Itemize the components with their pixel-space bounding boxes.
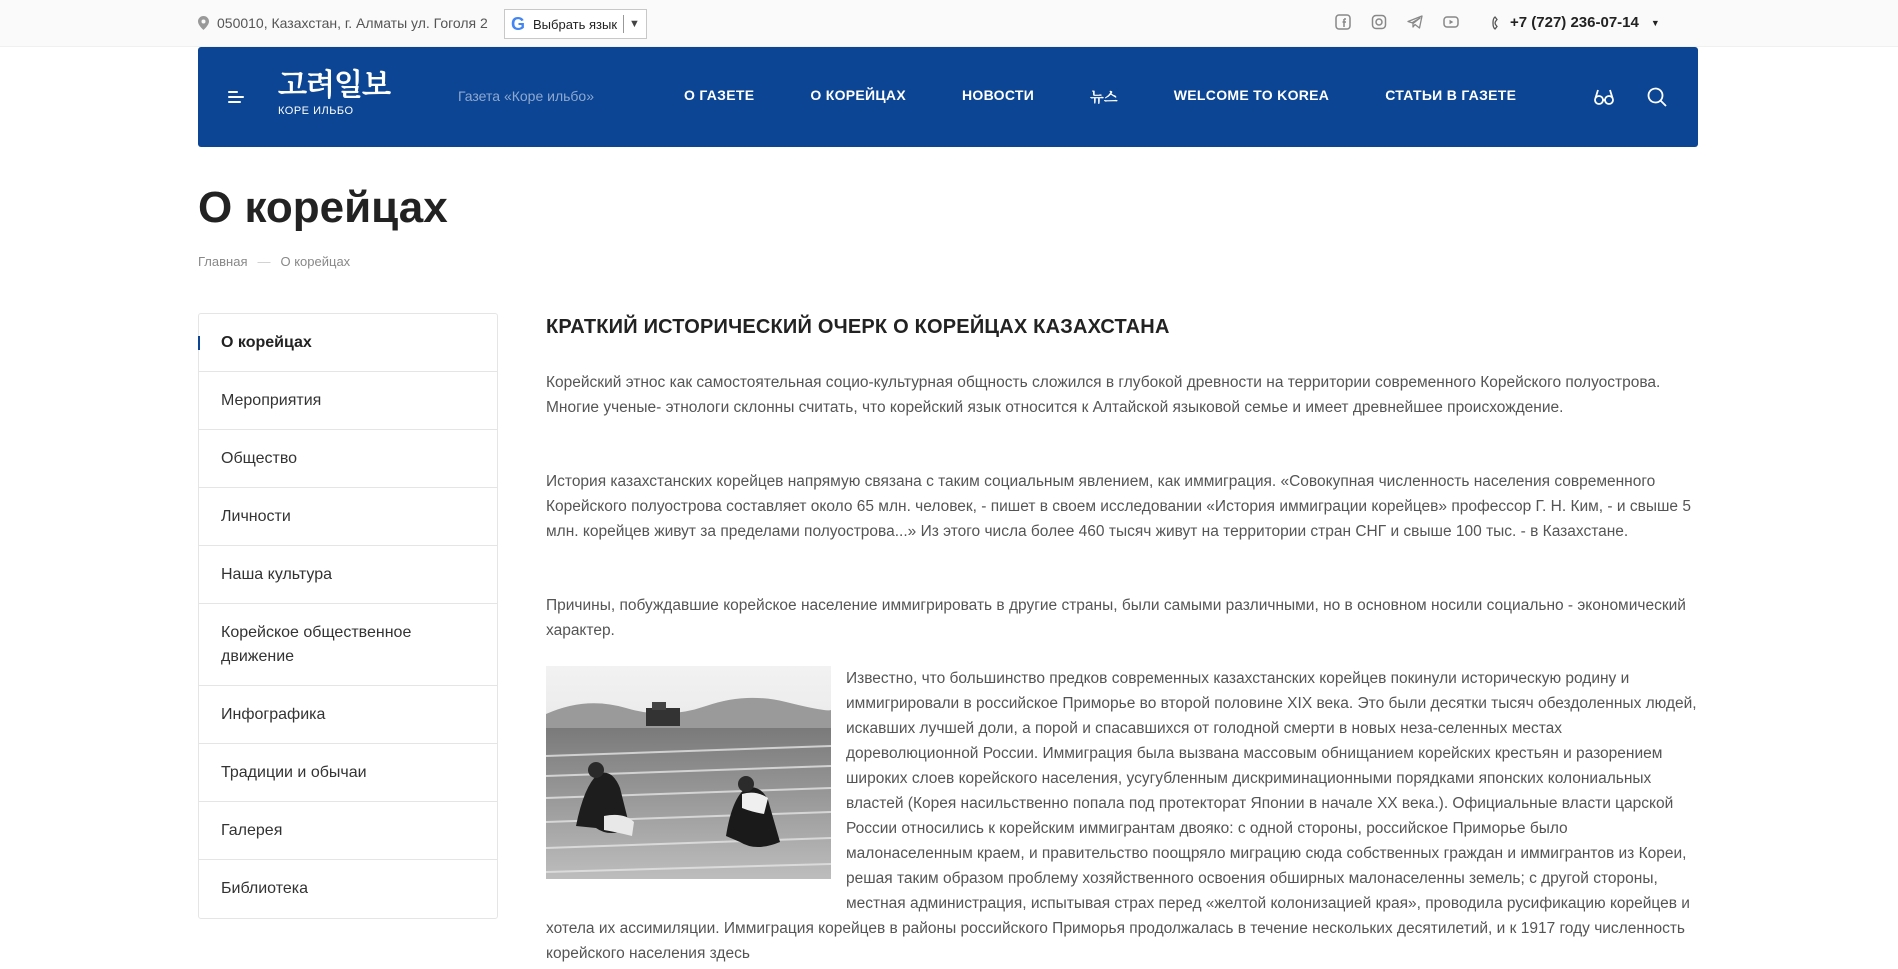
site-logo[interactable] — [278, 69, 418, 125]
article-photo — [546, 666, 831, 879]
address-text: 050010, Казахстан, г. Алматы ул. Гоголя 2 — [217, 15, 488, 31]
article-paragraph: История казахстанских корейцев напрямую связана с таким социальным явлением, как иммиграция. «Совокупная численность населения современного Корейского полуострова составляет около 65 млн. человек, - пишет в своем исследовании «История иммиграции корейцев» профессор Г. Н. Ким, - и свыше 5 млн. корейцев живут за пределами полуострова...» Из этого числа более 460 тысяч живут на территории стран СНГ и свыше 100 тыс. - в Казахстане. — [546, 473, 1691, 540]
google-icon: G — [510, 13, 525, 34]
location-pin-icon — [198, 16, 209, 30]
phone-dropdown[interactable] — [1492, 14, 1660, 31]
sidebar-item-korean-movement[interactable]: Корейское общественное движение — [199, 604, 497, 686]
chevron-down-icon: ▼ — [1650, 17, 1660, 28]
nav-item-about-koreans[interactable]: О КОРЕЙЦАХ — [810, 87, 906, 103]
sidebar-item-our-culture[interactable]: Наша культура — [199, 546, 497, 604]
sidebar-item-traditions[interactable]: Традиции и обычаи — [199, 744, 497, 802]
phone-number: +7 (727) 236-07-14 — [1510, 14, 1639, 31]
sidebar-item-gallery[interactable]: Галерея — [199, 802, 497, 860]
breadcrumb-current: О корейцах — [280, 254, 351, 269]
sidebar-item-events[interactable]: Мероприятия — [199, 372, 497, 430]
article-paragraph: Корейский этнос как самостоятельная социо-культурная общность сложился в глубокой древности на территории современного Корейского полуострова. Многие ученые- этнологи склонны считать, что корейский язык относится к Алтайской языковой семье и имеет древнейшее происхождение. — [546, 374, 1661, 416]
phone-icon — [1492, 16, 1502, 30]
main-header — [198, 47, 1698, 147]
top-bar — [0, 0, 1898, 47]
sidebar-item-library[interactable]: Библиотека — [221, 880, 308, 897]
article-paragraph: Известно, что большинство предков современных казахстанских корейцев покинули историческую родину и иммигрировали в российское Приморье во второй половине XIX века. Это были десятки тысяч обездоленных людей, искавших лучшей доли, а порой и спасавшихся от голодной смерти в новых неза-селенных местах дореволюционной России. Иммиграция была вызвана массовым обнищанием корейских крестьян и разорением широких слоев корейского населения, усугубленным дискриминационными порядками японских колониальных властей (Корея насильственно попала под протекторат Японии в начале XX века.). Официальные власти царской России относились к корейским иммигрантам двояко: с одной стороны, российское Приморье было малонаселенным краем, и правительство поощряло миграцию сюда собственных граждан и иммигрантов из Кореи, решая таким образом проблему хозяйственного освоения обширных малонаселенны земель; с другой стороны, местная администрация, испытывая страх перед «желтой колонизацией края», проводила русификацию корейцев и хотела их ассимиляции. Иммиграция корейцев в районы российского Приморья продолжалась в течение нескольких десятилетий, и к 1917 году численность корейского населения здесь — [546, 670, 1697, 962]
main-nav — [684, 87, 1516, 107]
breadcrumb — [198, 254, 350, 269]
search-icon[interactable] — [1646, 86, 1668, 108]
facebook-icon[interactable] — [1335, 14, 1351, 30]
address — [198, 15, 488, 31]
nav-item-news-korean[interactable]: 뉴스 — [1090, 89, 1118, 105]
breadcrumb-separator: — — [257, 254, 271, 269]
nav-item-about-newspaper[interactable]: О ГАЗЕТЕ — [684, 87, 755, 103]
nav-item-news[interactable]: НОВОСТИ — [961, 87, 1035, 103]
translate-label: Выбрать язык — [533, 16, 618, 32]
nav-item-welcome-to-korea[interactable]: WELCOME TO KOREA — [1173, 87, 1330, 103]
divider — [623, 15, 624, 33]
telegram-icon[interactable] — [1407, 14, 1423, 30]
sidebar-menu — [198, 313, 498, 919]
logo-russian: КОРЕ ИЛЬБО — [278, 105, 354, 117]
sidebar-item-about-koreans[interactable]: О корейцах — [199, 314, 497, 372]
site-tagline: Газета «Коре ильбо» — [458, 88, 595, 104]
google-translate-select[interactable] — [504, 9, 647, 39]
instagram-icon[interactable] — [1371, 14, 1387, 30]
breadcrumb-home[interactable]: Главная — [198, 254, 248, 269]
youtube-icon[interactable] — [1443, 14, 1459, 30]
sidebar-item-personalities[interactable]: Личности — [199, 488, 497, 546]
nav-item-newspaper-articles[interactable]: СТАТЬИ В ГАЗЕТЕ — [1385, 87, 1517, 103]
sidebar-item-society[interactable]: Общество — [199, 430, 497, 488]
accessibility-glasses-icon[interactable] — [1593, 86, 1615, 108]
menu-icon[interactable] — [228, 91, 246, 105]
sidebar-item-infographics[interactable]: Инфографика — [199, 686, 497, 744]
logo-korean: 고려일보 — [278, 68, 390, 103]
page-title: О корейцах — [198, 183, 448, 232]
article-heading: КРАТКИЙ ИСТОРИЧЕСКИЙ ОЧЕРК О КОРЕЙЦАХ КАЗАХСТАНА — [546, 316, 1170, 338]
social-links — [1335, 14, 1459, 30]
article — [546, 316, 1698, 962]
article-paragraph: Причины, побуждавшие корейское население иммигрировать в другие страны, были самыми различными, но в основном носили социально - экономический характер. — [546, 597, 1686, 639]
chevron-down-icon: ▼ — [629, 18, 640, 30]
